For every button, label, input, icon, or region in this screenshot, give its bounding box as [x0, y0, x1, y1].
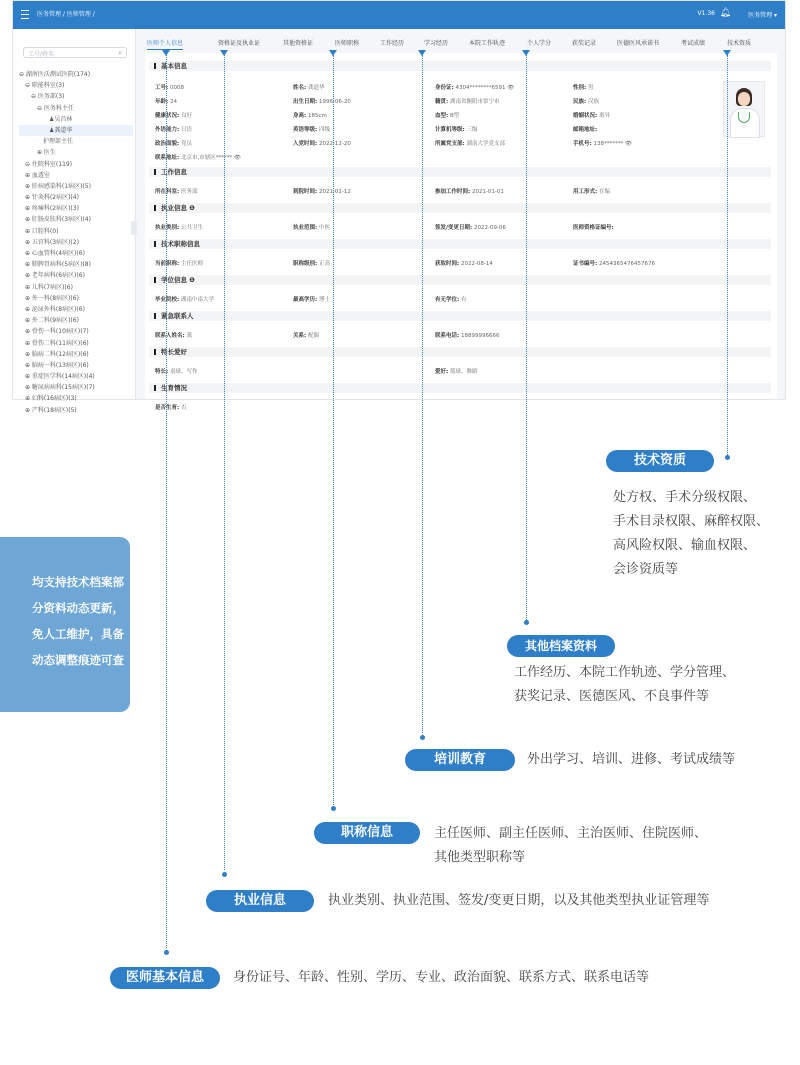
top-bar	[13, 1, 785, 29]
connector-basic	[166, 55, 167, 948]
field-political: 政治面貌: 党员	[155, 141, 192, 147]
field-specialty: 特长: 桌球、写作	[155, 369, 198, 375]
tab-awards[interactable]: 获奖记录	[572, 40, 597, 47]
callout-tech-desc: 处方权、手术分级权限、 手术目录权限、麻醉权限、 高风险权限、输血权限、 会诊资质等	[613, 490, 770, 577]
connector-dot	[420, 735, 425, 740]
search-placeholder: 工号/姓名	[28, 51, 55, 58]
field-address: 联系地址: 北京市,市辖区****** 👁	[155, 155, 241, 161]
section-degree: 学位信息 ❶	[149, 275, 771, 285]
tab-licenses[interactable]: 资格证及执业证	[218, 40, 261, 47]
field-has-degree: 有无学位: 有	[435, 297, 467, 303]
field-highest-degree: 最高学历: 博士	[293, 297, 330, 303]
connector-arrow	[162, 50, 170, 56]
connector-tech	[727, 55, 728, 455]
connector-training	[422, 55, 423, 733]
connector-arrow	[522, 50, 530, 56]
connector-dot	[725, 455, 730, 460]
connector-archive	[526, 55, 527, 620]
field-height: 身高: 185cm	[293, 113, 327, 119]
connector-arrow	[329, 50, 337, 56]
field-english-level: 英语等级: 四级	[293, 127, 330, 133]
tree-node[interactable]: ⊕ 产科(18病区)(5)	[19, 406, 77, 414]
field-fertility: 是否生育: 否	[155, 405, 187, 411]
sidebar	[13, 29, 136, 414]
tree-node[interactable]: ⊕ 肝病感染科(1病区)(5)	[19, 182, 91, 190]
field-relation: 关系: 配偶	[293, 333, 319, 339]
connector-practice	[224, 55, 225, 870]
callout-archive-desc: 工作经历、本院工作轨迹、学分管理、 获奖记录、医德医风、不良事件等	[514, 665, 736, 704]
field-email: 邮箱地址:	[573, 127, 598, 133]
field-phone: 手机号: 138******* 👁	[573, 141, 632, 147]
tree-node[interactable]: ⊕ 外二科(9病区)(6)	[19, 317, 79, 325]
tree-node[interactable]: ⊕ 五官科(3病区)(2)	[19, 238, 79, 246]
tree-node[interactable]: ⊕ 针灸科(2病区)(4)	[19, 194, 79, 202]
field-health: 健康状况: 良好	[155, 113, 192, 119]
callout-basic-title: 医师基本信息	[110, 967, 220, 989]
profile-card	[145, 53, 777, 411]
connector-dot	[524, 620, 529, 625]
field-school: 毕业院校: 湖南中南大学	[155, 297, 214, 303]
field-join-date: 到院时间: 2021-01-12	[293, 189, 351, 195]
callout-basic-desc: 身份证号、年龄、性别、学历、专业、政治面貌、联系方式、联系电话等	[233, 970, 650, 985]
callout-practice-desc: 执业类别、执业范围、签发/变更日期，以及其他类型执业证管理等	[328, 893, 710, 908]
tree-node[interactable]: ⊕ 肛肠皮肤科(3病区)(4)	[19, 216, 91, 224]
connector-dot	[222, 872, 227, 877]
connector-dot	[331, 806, 336, 811]
section-hobby: 特长爱好	[149, 347, 771, 357]
tree-node[interactable]: ⊕ 糖尿病病科(15病区)(7)	[19, 384, 95, 392]
tab-education[interactable]: 学习经历	[424, 40, 449, 47]
field-contact-name: 联系人姓名: 龚	[155, 333, 192, 339]
tree-node[interactable]: ⊖ 住院科室(119)	[19, 160, 73, 168]
menu-icon[interactable]	[21, 10, 29, 19]
search-input[interactable]	[23, 47, 127, 58]
tree-node[interactable]: ⊕ 血透室	[19, 171, 50, 179]
connector-rank	[333, 55, 334, 805]
field-native-place: 籍贯: 湖南省衡阳市常宁市	[435, 99, 500, 105]
section-fertility: 生育情况	[149, 383, 771, 393]
tree-node[interactable]: ⊖ 职能科室(3)	[19, 82, 65, 90]
tree-node[interactable]: ⊖ 医务部(3)	[19, 93, 65, 101]
field-hobby: 爱好: 篮球、舞蹈	[435, 369, 478, 375]
field-age: 年龄: 24	[155, 99, 177, 105]
app-screenshot	[12, 0, 786, 414]
tree-node[interactable]: ⊖ 医务科主任	[19, 104, 74, 112]
tree-node[interactable]: 护理部主任	[19, 138, 74, 146]
field-computer-level: 计算机等级: 三级	[435, 127, 478, 133]
callout-archive-title: 其他档案资料	[507, 635, 615, 657]
profile-tabs	[145, 38, 785, 50]
search-icon[interactable]: ⌕	[118, 49, 122, 57]
field-party-branch: 所属党支部: 湖南大学党支部	[435, 141, 505, 147]
section-emergency: 紧急联系人	[149, 311, 771, 321]
tree-node[interactable]: ⊕ 重症医学科(14病区)(4)	[19, 373, 95, 381]
field-marital: 婚姻状况: 离异	[573, 113, 610, 119]
field-title-cert-no: 证书编号: 2454365476457676	[573, 261, 655, 267]
tree-node[interactable]: ⊕ 儿科(7病区)(6)	[19, 283, 73, 291]
tree-node[interactable]: ⊕ 泌尿外科(8病区)(6)	[19, 305, 85, 313]
department-tree	[19, 69, 133, 416]
connector-arrow	[723, 50, 731, 56]
tree-node[interactable]: ⊕ 骨伤一科(10病区)(7)	[19, 328, 89, 336]
sidebar-collapse-handle[interactable]	[131, 221, 137, 235]
tab-personal-info[interactable]: 医师个人信息	[147, 38, 183, 50]
tab-ethics[interactable]: 医德医风承诺书	[617, 40, 660, 47]
connector-arrow	[220, 50, 228, 56]
tree-node[interactable]: ⊕ 脑病一科(13病区)(6)	[19, 361, 89, 369]
connector-dot	[164, 950, 169, 955]
section-practice: 执业信息 ❶	[149, 203, 771, 213]
feature-note: 均支持技术档案部 分资料动态更新， 免人工维护，具备 动态调整痕迹可查	[0, 537, 130, 712]
tab-title[interactable]: 医师职称	[335, 40, 360, 47]
callout-tech-title: 技术资质	[606, 450, 714, 472]
tree-node[interactable]: ⊕ 疼痛科(2病区)(3)	[19, 205, 79, 213]
field-employment-type: 用工形式: 在编	[573, 189, 610, 195]
field-department: 所在科室: 医务部	[155, 189, 198, 195]
tab-tech-qualification[interactable]: 技术资质	[727, 40, 752, 47]
field-id-card: 身份证: 4304********6591 👁	[435, 85, 515, 91]
version-label: V1.36	[697, 10, 715, 17]
field-blood-type: 血型: B型	[435, 113, 460, 119]
tree-node-selected[interactable]: ♟龚道华	[19, 125, 133, 136]
field-ethnicity: 民族: 汉族	[573, 99, 599, 105]
field-current-title: 当前职称: 主任医师	[155, 261, 203, 267]
connector-arrow	[418, 50, 426, 56]
section-basic: 基本信息	[149, 61, 771, 71]
tree-node[interactable]: ⊕ 心血管科(4病区)(6)	[19, 250, 85, 257]
breadcrumb: 医务管理 / 医师管理 /	[37, 11, 95, 18]
field-name: 姓名: 龚道华	[293, 85, 325, 91]
tree-node[interactable]: ♟吴昌林	[19, 115, 73, 123]
field-practice-category: 执业类别: 公共卫生	[155, 225, 203, 231]
field-language: 外语能力: 日语	[155, 127, 192, 133]
callout-practice-title: 执业信息	[206, 890, 314, 912]
callout-training-title: 培训教育	[405, 749, 515, 771]
tab-work-trajectory[interactable]: 本院工作轨迹	[469, 40, 506, 47]
section-work: 工作信息	[149, 167, 771, 177]
field-party-date: 入党时间: 2022-12-20	[293, 141, 351, 147]
tree-node[interactable]: ⊕ 肺脾胃病科(5病区)(8)	[19, 261, 91, 269]
section-title: 技术职称信息	[149, 239, 771, 249]
doctor-photo	[723, 81, 765, 137]
field-gender: 性别: 男	[573, 85, 594, 91]
callout-training-desc: 外出学习、培训、进修、考试成绩等	[527, 752, 736, 767]
tree-node[interactable]: ⊕ 口腔科(0)	[19, 227, 59, 235]
field-practice-scope: 执业范围: 中医	[293, 225, 330, 231]
field-cert-no: 医师资格证编号:	[573, 225, 614, 231]
field-work-start: 参加工作时间: 2021-01-01	[435, 189, 504, 195]
field-contact-phone: 联系电话: 18899996666	[435, 333, 500, 339]
tree-node[interactable]: ⊕ 医生	[19, 149, 56, 157]
field-staff-id: 工号: 0008	[155, 85, 184, 91]
callout-rank-title: 职称信息	[314, 822, 420, 844]
field-birth-date: 出生日期: 1996-06-20	[293, 99, 351, 105]
tree-node[interactable]: ⊕ 骨伤二科(11病区)(6)	[19, 339, 89, 347]
tree-node[interactable]: ⊕ 脑病二科(12病区)(6)	[19, 350, 89, 358]
tab-credits[interactable]: 个人学分	[527, 40, 552, 47]
tree-node[interactable]: ⊕ 妇科(16病区)(3)	[19, 395, 77, 403]
tab-exams[interactable]: 考试成绩	[681, 40, 706, 47]
field-issue-date: 签发/变更日期: 2022-09-06	[435, 225, 506, 231]
tree-node[interactable]: ⊕ 老年病科(6病区)(6)	[19, 272, 85, 280]
field-title-date: 获取时间: 2022-08-14	[435, 261, 493, 267]
tree-node[interactable]: ⊕ 外一科(8病区)(6)	[19, 294, 79, 302]
tab-other-certs[interactable]: 其他资格证	[283, 40, 314, 47]
user-menu[interactable]: 医务管理 ▾	[748, 12, 777, 19]
bell-icon[interactable]: 🔔︎	[719, 8, 731, 18]
callout-rank-desc: 主任医师、副主任医师、主治医师、住院医师、 其他类型职称等	[434, 826, 708, 865]
tree-node[interactable]: ⊖ 湖南医沃测试医院(174)	[19, 71, 91, 78]
field-title-level: 职称级别: 正高	[293, 261, 330, 267]
tab-work-history[interactable]: 工作经历	[380, 40, 405, 47]
